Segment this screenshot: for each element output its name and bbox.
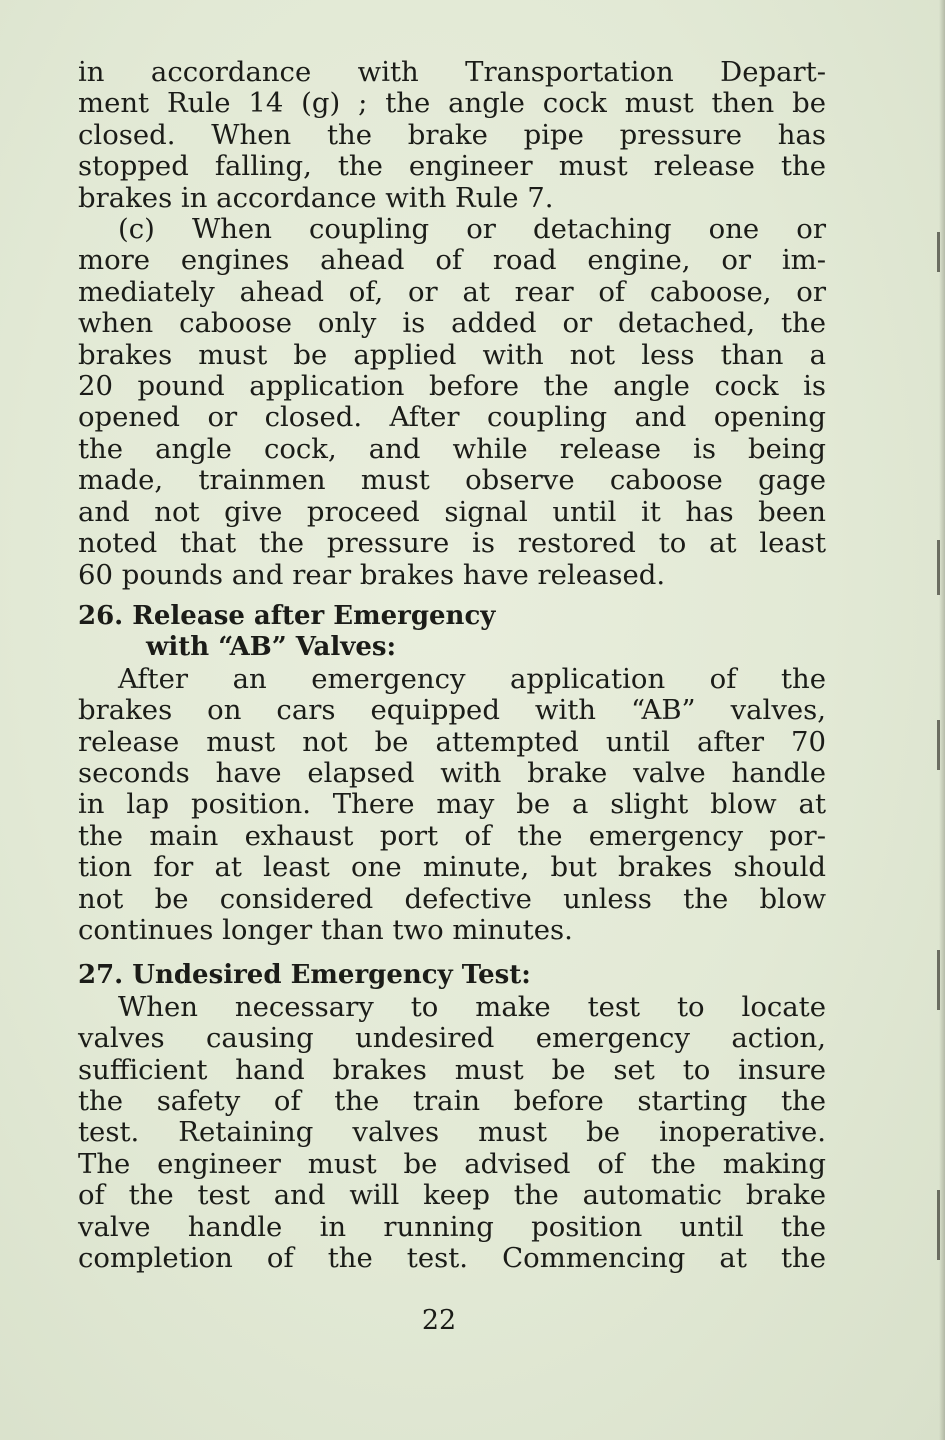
margin-mark [937, 720, 940, 770]
spacer [78, 591, 826, 601]
section-heading-continued: with “AB” Valves: [146, 632, 397, 663]
text-line: not be considered defective unless the blow [78, 882, 826, 915]
text-line: the angle cock, and while release is being [78, 432, 826, 465]
text-line: completion of the test. Commencing at the [78, 1242, 826, 1275]
section-heading: 27. Undesired Emergency Test: [78, 960, 531, 991]
text-line: After an emergency application of the [118, 662, 826, 695]
text-line: the main exhaust port of the emergency por- [78, 819, 826, 852]
text-line: in lap position. There may be a slight blow at [78, 788, 826, 821]
paragraph-c [78, 214, 826, 591]
section-27 [78, 960, 826, 1274]
text-line: stopped falling, the engineer must release the [78, 150, 826, 183]
text-line: ment Rule 14 (g) ; the angle cock must then be [78, 87, 826, 120]
text-line: in accordance with Transportation Depart- [78, 56, 826, 88]
text-line: brakes in accordance with Rule 7. [78, 181, 554, 214]
text-line: brakes on cars equipped with “AB” valves, [78, 694, 826, 727]
text-line: made, trainmen must observe caboose gage [78, 464, 826, 497]
text-line: more engines ahead of road engine, or im- [78, 244, 826, 277]
text-line: noted that the pressure is restored to at least [78, 527, 826, 560]
text-line: sufficient hand brakes must be set to insure [78, 1053, 826, 1086]
text-line: and not give proceed signal until it has been [78, 495, 826, 528]
page-body [78, 57, 826, 1274]
text-line: 60 pounds and rear brakes have released. [78, 558, 666, 591]
text-line: test. Retaining valves must be inoperative. [78, 1116, 826, 1149]
text-line: of the test and will keep the automatic brake [78, 1179, 826, 1212]
text-line: closed. When the brake pipe pressure has [78, 118, 826, 151]
text-line: valve handle in running position until the [78, 1210, 826, 1243]
text-line: brakes must be applied with not less than a [78, 338, 826, 371]
text-line: When necessary to make test to locate [118, 990, 826, 1023]
text-line: when caboose only is added or detached, the [78, 307, 826, 340]
text-line: (c) When coupling or detaching one or [118, 213, 826, 246]
text-line: the safety of the train before starting the [78, 1085, 826, 1117]
page-number: 22 [421, 1305, 457, 1336]
text-line: mediately ahead of, or at rear of caboose, or [78, 275, 826, 308]
text-line: The engineer must be advised of the making [78, 1147, 826, 1180]
text-line: 20 pound application before the angle cock is [78, 370, 826, 403]
text-line: opened or closed. After coupling and opening [78, 401, 826, 434]
text-line: seconds have elapsed with brake valve handle [78, 756, 826, 789]
text-line: valves causing undesired emergency action, [78, 1022, 826, 1055]
text-line: tion for at least one minute, but brakes should [78, 851, 826, 884]
margin-mark [937, 232, 940, 272]
section-26 [78, 601, 826, 946]
text-line: release must not be attempted until after 70 [78, 725, 826, 758]
text-line: continues longer than two minutes. [78, 913, 573, 946]
section-heading: 26. Release after Emergency [78, 600, 496, 631]
spacer [78, 946, 826, 960]
paragraph-continuation [78, 57, 826, 214]
margin-mark [937, 1190, 940, 1260]
margin-mark [937, 950, 940, 1010]
margin-mark [937, 540, 940, 595]
